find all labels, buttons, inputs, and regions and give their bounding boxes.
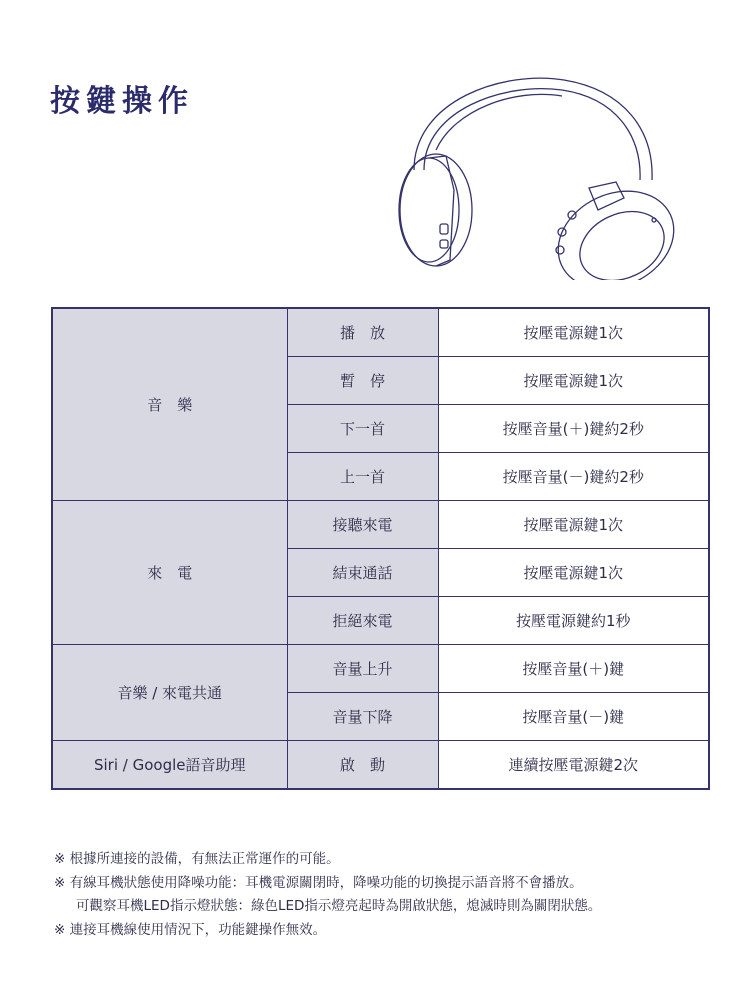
function-cell: 下一首 [287, 405, 438, 453]
action-cell: 按壓音量(－)鍵 [438, 693, 709, 741]
function-cell: 音量下降 [287, 693, 438, 741]
action-cell: 按壓電源鍵1次 [438, 308, 709, 357]
action-cell: 按壓音量(－)鍵約2秒 [438, 453, 709, 501]
table-row [52, 501, 709, 549]
action-cell: 按壓電源鍵1次 [438, 357, 709, 405]
function-cell: 音量上升 [287, 645, 438, 693]
function-cell: 拒絕來電 [287, 597, 438, 645]
page-title: 按鍵操作 [50, 84, 194, 119]
category-cell-voice-assistant: Siri / Google語音助理 [52, 741, 287, 790]
table-row [52, 645, 709, 693]
action-cell: 按壓電源鍵1次 [438, 501, 709, 549]
note-line: ※ 連接耳機線使用情況下，功能鍵操作無效。 [54, 921, 327, 938]
table-row [52, 741, 709, 790]
action-cell: 按壓音量(＋)鍵約2秒 [438, 405, 709, 453]
category-cell-calls: 來 電 [52, 501, 287, 645]
notes [54, 848, 601, 942]
note-line: ※ 有線耳機狀態使用降噪功能：耳機電源關閉時，降噪功能的切換提示語音將不會播放。 [54, 874, 583, 891]
note-line: ※ 根據所連接的設備，有無法正常運作的可能。 [54, 851, 340, 867]
function-cell: 接聽來電 [287, 501, 438, 549]
action-cell: 按壓電源鍵約1秒 [438, 597, 709, 645]
operations-table [51, 307, 710, 790]
table-row [52, 308, 709, 357]
action-cell: 按壓電源鍵1次 [438, 549, 709, 597]
function-cell: 啟 動 [287, 741, 438, 790]
action-cell: 連續按壓電源鍵2次 [438, 741, 709, 790]
category-cell-music: 音 樂 [52, 308, 287, 501]
action-cell: 按壓音量(＋)鍵 [438, 645, 709, 693]
function-cell: 上一首 [287, 453, 438, 501]
function-cell: 結束通話 [287, 549, 438, 597]
headphones-illustration [384, 70, 676, 280]
category-cell-common: 音樂 / 來電共通 [52, 645, 287, 741]
function-cell: 播 放 [287, 308, 438, 357]
function-cell: 暫 停 [287, 357, 438, 405]
note-line: 可觀察耳機LED指示燈狀態：綠色LED指示燈亮起時為開啟狀態，熄滅時則為關閉狀態。 [76, 898, 602, 914]
